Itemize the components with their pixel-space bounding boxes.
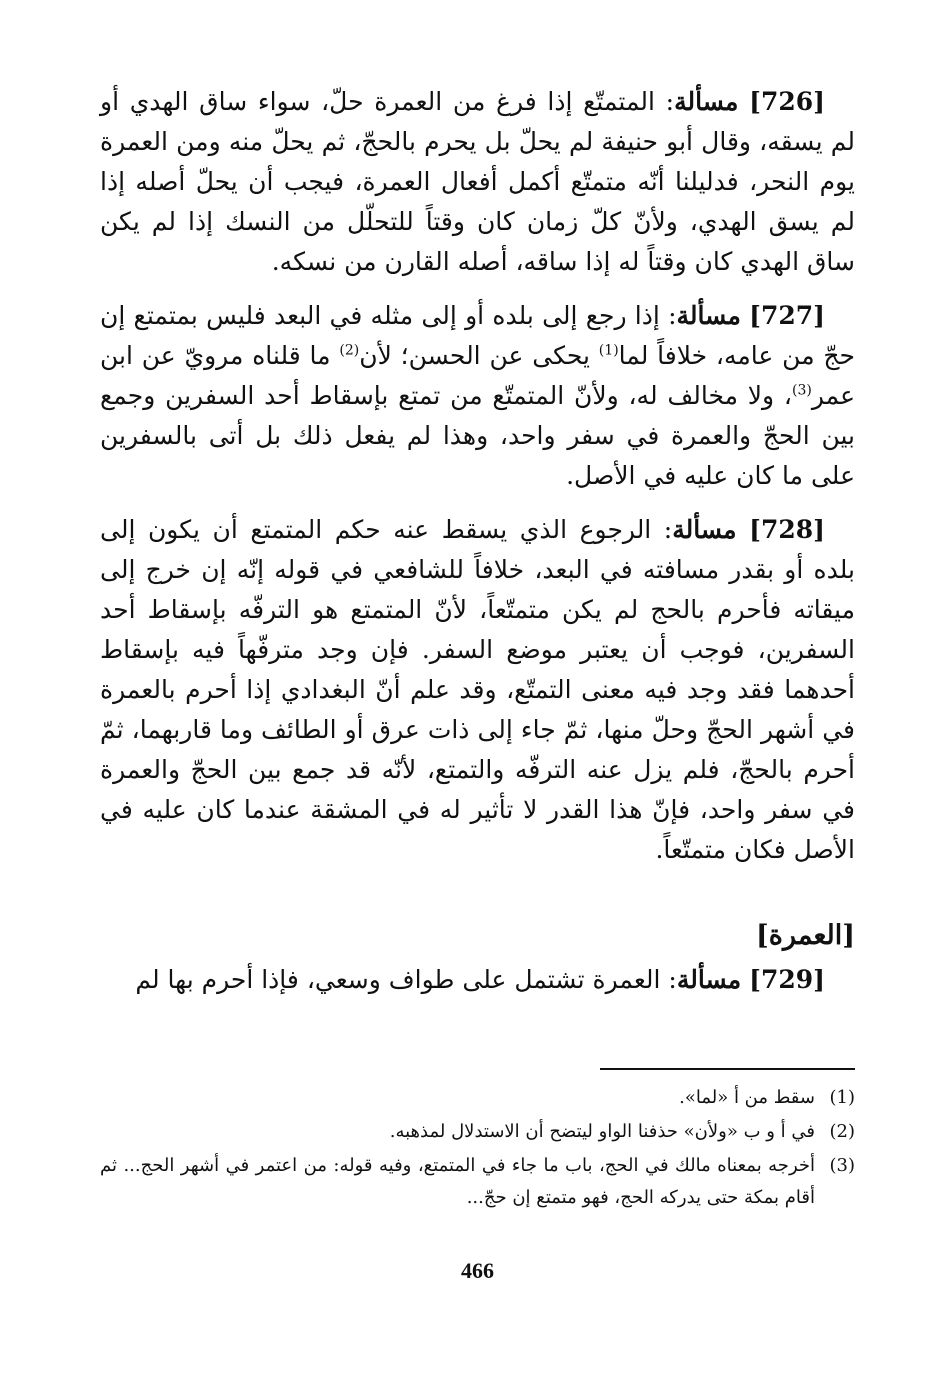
issue-text-part: يحكى عن الحسن؛ لأن <box>359 341 599 370</box>
footnote-text: أخرجه بمعناه مالك في الحج، باب ما جاء في المتمتع، وفيه قوله: من اعتمر في أشهر الحج... ثم أقام بمكة حتى يدركه الحج، فهو متمتع إن حجّ... <box>100 1155 815 1208</box>
footnote-text: في أ و ب «ولأن» حذفنا الواو ليتضح أن الاستدلال لمذهبه. <box>389 1121 815 1142</box>
issue-726-paragraph <box>100 82 855 282</box>
footnote <box>100 1082 855 1114</box>
footnote-text: سقط من أ «لما». <box>679 1087 815 1108</box>
issue-text: : الرجوع الذي يسقط عنه حكم المتمتع أن يكون إلى بلده أو بقدر مسافته في البعد، خلافاً للشافعي في قوله إنّه إن خرج إلى ميقاته فأحرم بالحج لم يكن متمتّعاً، لأنّ المتمتع هو الترفّه بإسقاط أحد السفرين، فوجب أن يعتبر موضع السفر. فإن وجد مترفّهاً فيه بإسقاط أحدهما فقد وجد فيه معنى التمتّع، وقد علم أنّ البغدادي إذا أحرم بالعمرة في أشهر الحجّ وحلّ منها، ثمّ جاء إلى ذات عرق أو الطائف وما قاربهما، ثمّ أحرم بالحجّ، فلم يزل عنه الترفّه والتمتع، لأنّه قد جمع بين الحجّ والعمرة في سفر واحد، فإنّ هذا القدر لا تأثير له في المشقة عندما كان عليه في الأصل فكان متمتّعاً. <box>100 515 855 864</box>
page-number: 466 <box>461 1258 494 1283</box>
issue-727-paragraph <box>100 296 855 496</box>
footnote <box>100 1150 855 1214</box>
section-heading: [العمرة] <box>756 920 855 951</box>
issue-728-paragraph <box>100 510 855 870</box>
footnote-ref: (1) <box>598 342 619 359</box>
issue-label: مسألة <box>674 87 739 116</box>
issue-text-part: ، ولا مخالف له، ولأنّ المتمتّع من تمتع بإسقاط أحد السفرين وجمع بين الحجّ والعمرة في سفر واحد، وهذا لم يفعل ذلك بل أتى بالسفرين على ما كان عليه في الأصل. <box>100 381 855 490</box>
issue-number: [728] <box>749 515 825 544</box>
footnote-mark: (3) <box>829 1155 855 1176</box>
footnote-ref: (2) <box>339 342 360 359</box>
issue-label: مسألة <box>676 965 742 994</box>
book-page <box>100 82 855 1302</box>
issue-label: مسألة <box>676 301 741 330</box>
issue-text-part: ما قلناه مرويّ عن ابن عمر <box>100 341 855 410</box>
footnote-mark: (1) <box>829 1087 855 1108</box>
issue-text: : العمرة تشتمل على طواف وسعي، فإذا أحرم بها لم <box>135 965 677 994</box>
issue-text: : المتمتّع إذا فرغ من العمرة حلّ، سواء ساق الهدي أو لم يسقه، وقال أبو حنيفة لم يحلّ بل يحرم بالحجّ، ثم يحلّ منه ومن العمرة يوم النحر، فدليلنا أنّه متمتّع أكمل أفعال العمرة، فيجب أن يحلّ أصله إذا لم يسق الهدي، ولأنّ كلّ زمان كان وقتاً للتحلّل من النسك إذا لم يكن ساق الهدي كان وقتاً له إذا ساقه، أصله القارن من نسكه. <box>100 87 855 276</box>
issue-729-paragraph <box>100 960 855 1000</box>
issue-label: مسألة <box>672 515 737 544</box>
footnote-mark: (2) <box>829 1121 855 1142</box>
footnotes <box>100 1082 855 1216</box>
issue-text-part: : إذا رجع إلى بلده أو إلى مثله في البعد فليس بمتمتع إن حجّ من عامه، خلافاً لما <box>100 301 856 370</box>
footnote-ref: (3) <box>791 382 812 399</box>
footnote-divider <box>600 1068 855 1070</box>
issue-number: [726] <box>749 87 825 116</box>
issue-number: [729] <box>749 965 825 994</box>
issue-number: [727] <box>749 301 825 330</box>
footnote <box>100 1116 855 1148</box>
